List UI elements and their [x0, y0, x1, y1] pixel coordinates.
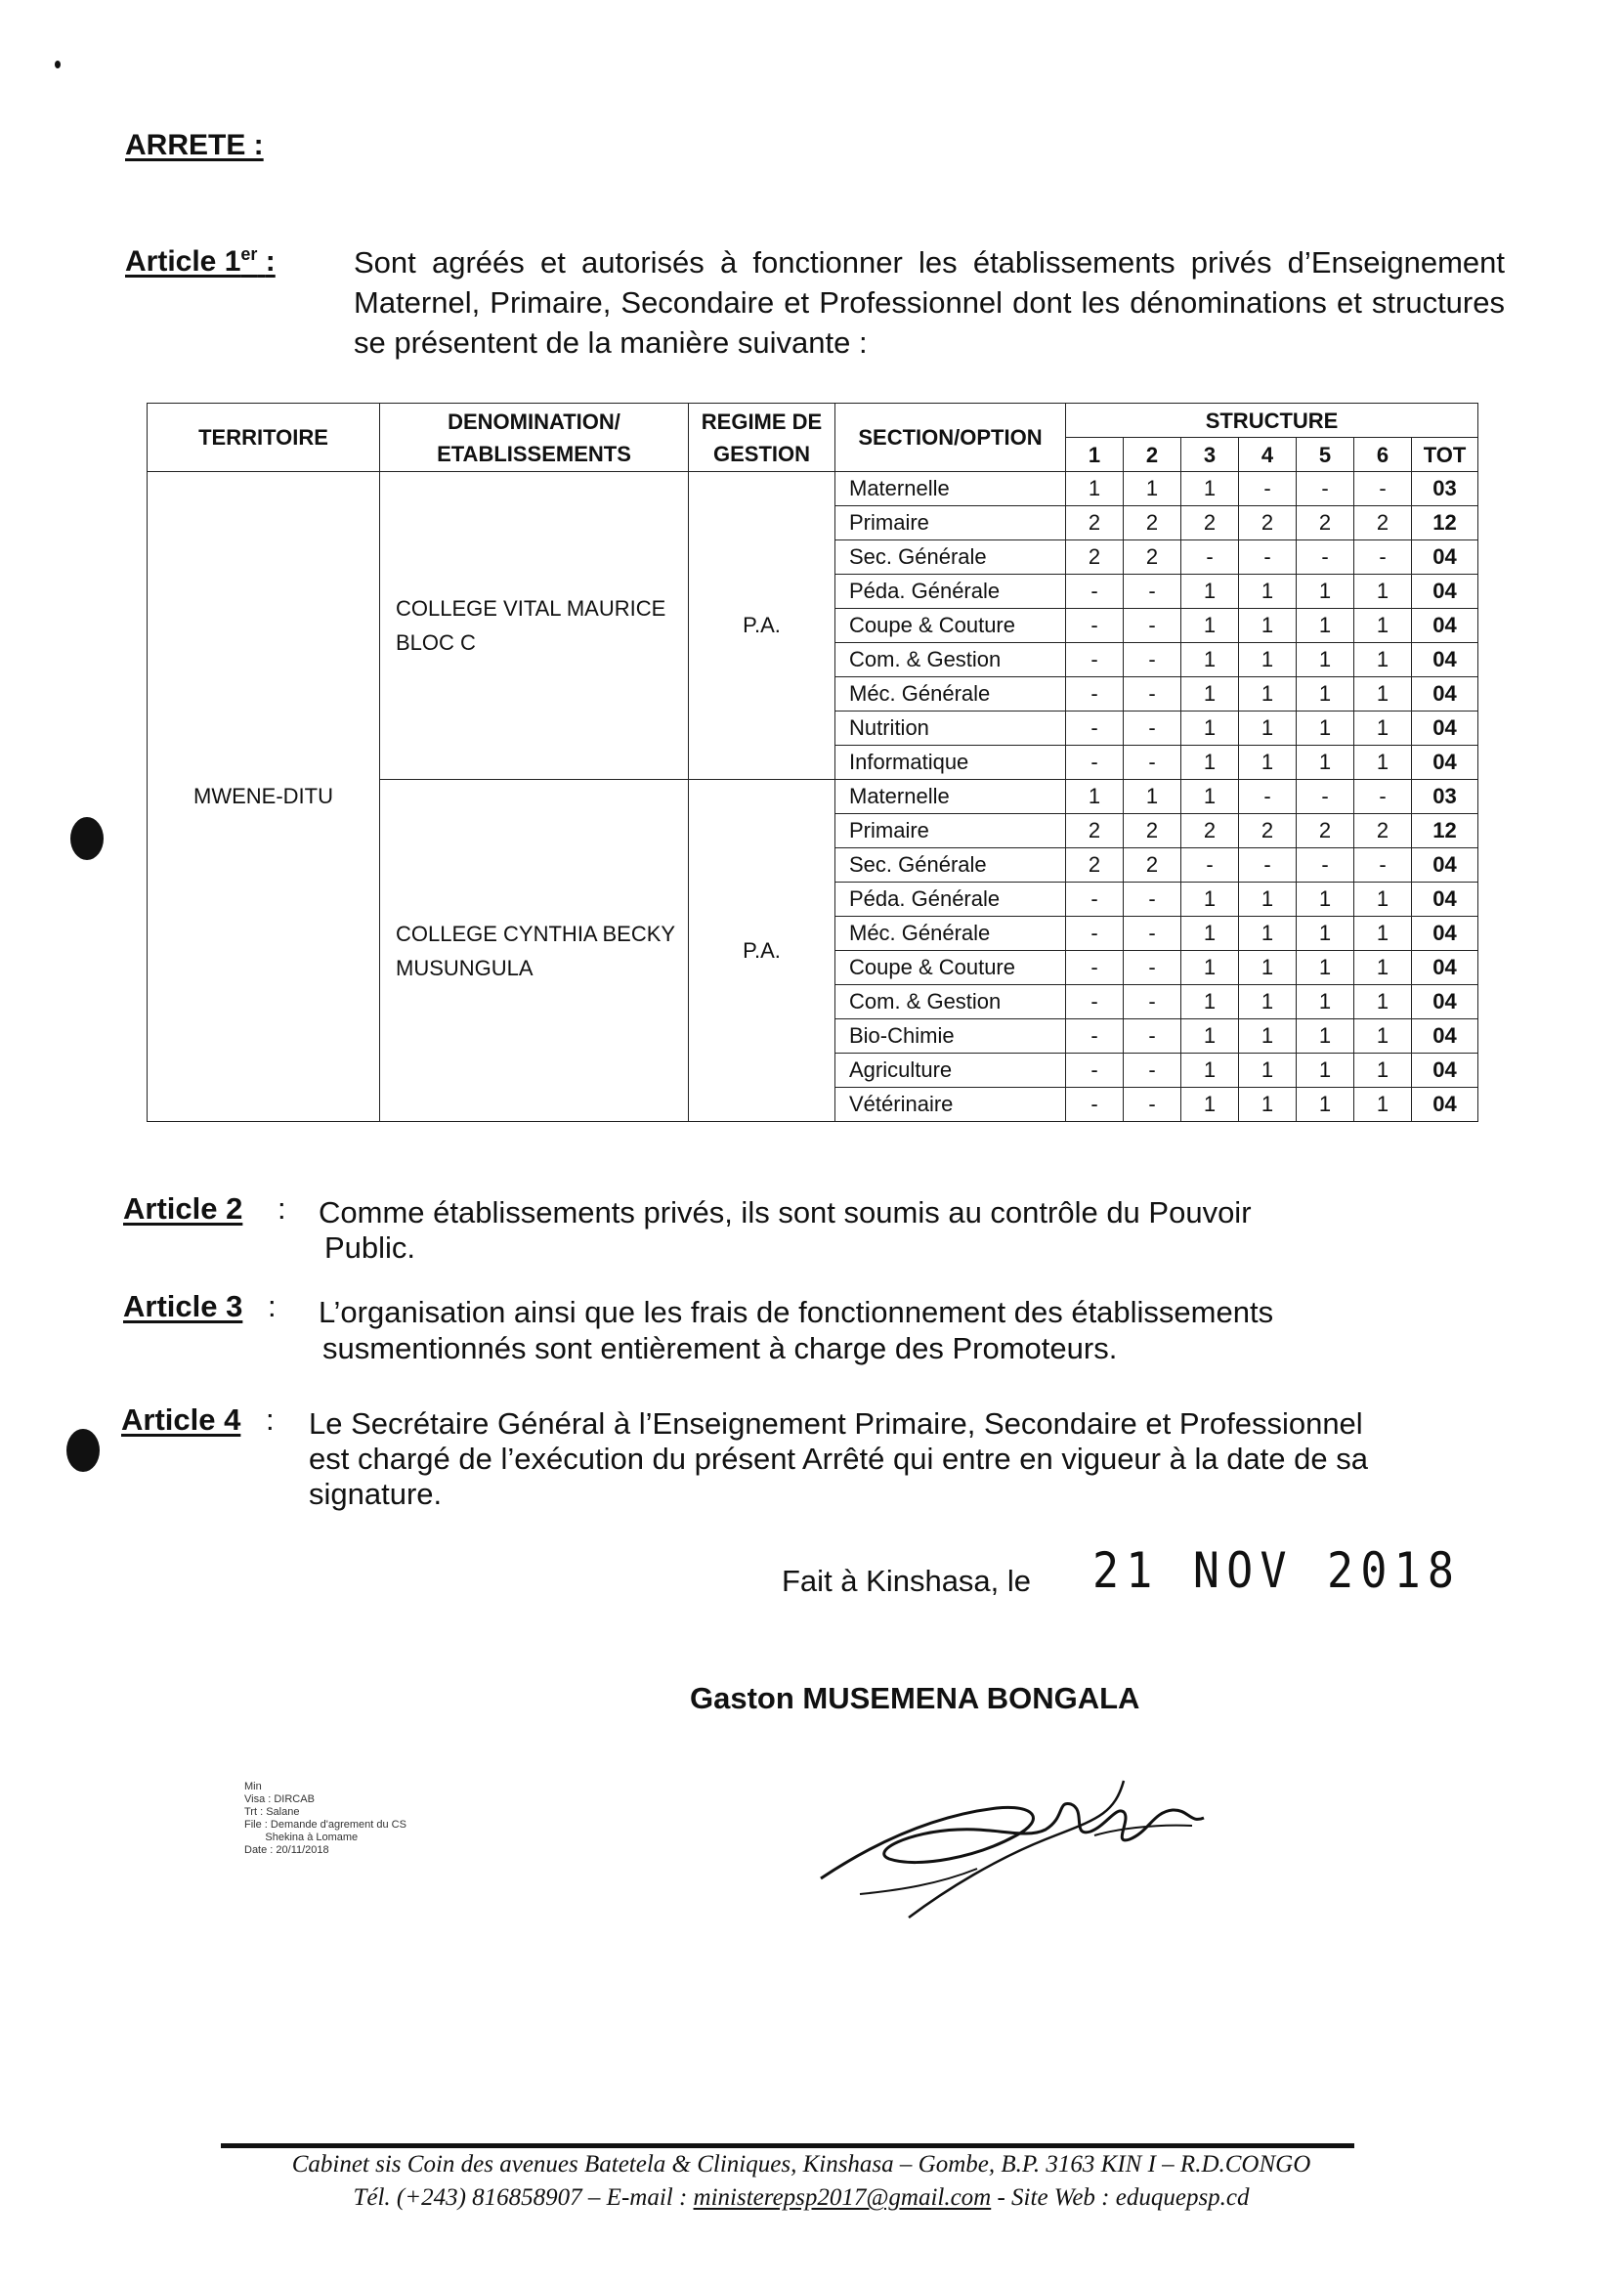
structure-cell: -: [1124, 1054, 1181, 1088]
structure-cell: 1: [1354, 1019, 1412, 1054]
structure-cell: 2: [1239, 506, 1297, 540]
structure-cell: -: [1124, 883, 1181, 917]
structure-cell: 2: [1297, 814, 1354, 848]
header-structure: STRUCTURE: [1066, 404, 1478, 438]
structure-cell: 2: [1124, 540, 1181, 575]
scan-mark: [55, 61, 61, 68]
structure-table: [147, 403, 1478, 1122]
structure-cell: -: [1124, 746, 1181, 780]
structure-cell: 1: [1354, 643, 1412, 677]
total-cell: 12: [1412, 506, 1478, 540]
header-col-1: 1: [1066, 438, 1124, 472]
structure-cell: -: [1066, 575, 1124, 609]
header-col-tot: TOT: [1412, 438, 1478, 472]
structure-cell: 2: [1181, 506, 1239, 540]
structure-cell: -: [1181, 848, 1239, 883]
structure-cell: 1: [1239, 1019, 1297, 1054]
structure-cell: 1: [1239, 1054, 1297, 1088]
header-denomination: DENOMINATION/ ETABLISSEMENTS: [380, 404, 689, 472]
section-cell: Bio-Chimie: [835, 1019, 1066, 1054]
footer-email-link[interactable]: ministerepsp2017@gmail.com: [693, 2184, 992, 2211]
structure-cell: 1: [1239, 609, 1297, 643]
structure-cell: -: [1124, 575, 1181, 609]
structure-cell: 2: [1354, 506, 1412, 540]
total-cell: 04: [1412, 540, 1478, 575]
structure-cell: 1: [1354, 609, 1412, 643]
section-cell: Nutrition: [835, 712, 1066, 746]
structure-cell: -: [1124, 1088, 1181, 1122]
reference-line: Date : 20/11/2018: [244, 1844, 329, 1856]
structure-cell: -: [1066, 951, 1124, 985]
structure-cell: -: [1124, 609, 1181, 643]
structure-cell: 1: [1181, 472, 1239, 506]
structure-cell: 1: [1239, 1088, 1297, 1122]
structure-cell: 2: [1354, 814, 1412, 848]
total-cell: 04: [1412, 848, 1478, 883]
structure-cell: 1: [1181, 1019, 1239, 1054]
header-col-6: 6: [1354, 438, 1412, 472]
structure-cell: 1: [1066, 780, 1124, 814]
structure-cell: -: [1354, 848, 1412, 883]
header-col-4: 4: [1239, 438, 1297, 472]
structure-cell: 1: [1297, 643, 1354, 677]
section-cell: Informatique: [835, 746, 1066, 780]
structure-cell: 2: [1124, 848, 1181, 883]
structure-cell: -: [1124, 1019, 1181, 1054]
article-2-label: Article 2: [123, 1191, 243, 1226]
signer-name: Gaston MUSEMENA BONGALA: [690, 1681, 1140, 1715]
header-col-2: 2: [1124, 438, 1181, 472]
structure-cell: 1: [1297, 1054, 1354, 1088]
structure-cell: 1: [1181, 985, 1239, 1019]
article-4-line-3: signature.: [309, 1477, 443, 1511]
structure-cell: -: [1354, 540, 1412, 575]
structure-cell: 1: [1124, 780, 1181, 814]
article-2-line-1: Comme établissements privés, ils sont soumis au contrôle du Pouvoir: [319, 1195, 1252, 1229]
total-cell: 04: [1412, 643, 1478, 677]
structure-cell: -: [1297, 848, 1354, 883]
structure-cell: 1: [1239, 746, 1297, 780]
structure-cell: -: [1181, 540, 1239, 575]
total-cell: 04: [1412, 1019, 1478, 1054]
reference-line: Shekina à Lomame: [244, 1832, 359, 1843]
structure-cell: 1: [1181, 951, 1239, 985]
structure-cell: -: [1354, 472, 1412, 506]
structure-cell: 1: [1239, 575, 1297, 609]
footer-contact: Tél. (+243) 816858907 – E-mail : ministerepsp2017@gmail.com - Site Web : eduquepsp.cd: [353, 2184, 1250, 2211]
punch-hole-mark: [70, 817, 104, 860]
structure-cell: -: [1066, 746, 1124, 780]
article-1-text: Sont agréés et autorisés à fonctionner les établissements privés d’Enseignement Maternel, Primaire, Secondaire et Professionnel dont les dénominations et structures se présentent de la manière suivante :: [354, 245, 1505, 360]
structure-cell: 2: [1297, 506, 1354, 540]
total-cell: 04: [1412, 951, 1478, 985]
section-cell: Com. & Gestion: [835, 985, 1066, 1019]
article-3-line-2: susmentionnés sont entièrement à charge des Promoteurs.: [322, 1331, 1118, 1365]
structure-cell: -: [1066, 1019, 1124, 1054]
structure-cell: 1: [1239, 712, 1297, 746]
header-col-5: 5: [1297, 438, 1354, 472]
total-cell: 04: [1412, 746, 1478, 780]
section-cell: Agriculture: [835, 1054, 1066, 1088]
punch-hole-mark: [66, 1429, 100, 1472]
structure-cell: -: [1066, 883, 1124, 917]
structure-cell: 1: [1181, 917, 1239, 951]
section-cell: Maternelle: [835, 780, 1066, 814]
structure-cell: 1: [1297, 609, 1354, 643]
structure-cell: 2: [1124, 814, 1181, 848]
structure-cell: -: [1239, 472, 1297, 506]
header-section: SECTION/OPTION: [835, 404, 1066, 472]
structure-cell: 1: [1354, 917, 1412, 951]
section-cell: Sec. Générale: [835, 540, 1066, 575]
section-cell: Primaire: [835, 814, 1066, 848]
place-of-signature: Fait à Kinshasa, le: [782, 1564, 1032, 1598]
structure-cell: 1: [1354, 575, 1412, 609]
structure-cell: 1: [1354, 985, 1412, 1019]
section-cell: Coupe & Couture: [835, 951, 1066, 985]
article-4-line-2: est chargé de l’exécution du présent Arrêté qui entre en vigueur à la date de sa: [309, 1442, 1368, 1476]
article-3: [123, 1288, 1491, 1366]
structure-cell: -: [1124, 951, 1181, 985]
article-4-colon: :: [266, 1402, 275, 1437]
structure-cell: 2: [1181, 814, 1239, 848]
structure-cell: 1: [1297, 883, 1354, 917]
article-3-line-1: L’organisation ainsi que les frais de fonctionnement des établissements: [319, 1295, 1274, 1329]
structure-cell: 1: [1181, 780, 1239, 814]
structure-cell: 1: [1181, 677, 1239, 712]
article-3-label: Article 3: [123, 1289, 243, 1323]
structure-cell: 1: [1181, 746, 1239, 780]
section-cell: Coupe & Couture: [835, 609, 1066, 643]
section-cell: Péda. Générale: [835, 883, 1066, 917]
structure-cell: -: [1124, 712, 1181, 746]
structure-cell: 2: [1124, 506, 1181, 540]
header-regime: REGIME DE GESTION: [689, 404, 835, 472]
structure-cell: -: [1066, 712, 1124, 746]
structure-cell: 1: [1297, 951, 1354, 985]
structure-cell: 1: [1181, 1054, 1239, 1088]
header-territoire: TERRITOIRE: [148, 404, 380, 472]
structure-cell: 2: [1066, 506, 1124, 540]
total-cell: 04: [1412, 1088, 1478, 1122]
total-cell: 12: [1412, 814, 1478, 848]
school-name-cell: COLLEGE VITAL MAURICE BLOC C: [380, 472, 689, 780]
structure-cell: -: [1124, 677, 1181, 712]
structure-cell: 2: [1066, 848, 1124, 883]
structure-cell: -: [1239, 848, 1297, 883]
structure-cell: 1: [1239, 917, 1297, 951]
territoire-cell: MWENE-DITU: [148, 472, 380, 1122]
reference-line: Min: [244, 1781, 262, 1792]
structure-cell: 1: [1239, 677, 1297, 712]
structure-cell: 1: [1354, 712, 1412, 746]
footer-address: Cabinet sis Coin des avenues Batetela & Cliniques, Kinshasa – Gombe, B.P. 3163 KIN I – R.D.CONGO: [291, 2151, 1311, 2178]
structure-cell: 1: [1354, 677, 1412, 712]
structure-cell: 1: [1239, 951, 1297, 985]
article-2-colon: :: [278, 1191, 286, 1226]
article-2-line-2: Public.: [324, 1230, 416, 1265]
structure-cell: -: [1066, 643, 1124, 677]
regime-cell: P.A.: [689, 472, 835, 780]
structure-cell: 1: [1181, 1088, 1239, 1122]
structure-cell: 1: [1124, 472, 1181, 506]
structure-cell: -: [1297, 472, 1354, 506]
structure-cell: -: [1066, 917, 1124, 951]
structure-cell: -: [1066, 1054, 1124, 1088]
total-cell: 03: [1412, 472, 1478, 506]
handwritten-signature: [801, 1722, 1270, 1957]
structure-cell: -: [1066, 1088, 1124, 1122]
section-cell: Com. & Gestion: [835, 643, 1066, 677]
table-header: [148, 404, 1478, 472]
structure-cell: 1: [1354, 1054, 1412, 1088]
section-cell: Sec. Générale: [835, 848, 1066, 883]
structure-cell: 2: [1066, 540, 1124, 575]
structure-cell: 1: [1297, 746, 1354, 780]
structure-cell: -: [1066, 985, 1124, 1019]
section-cell: Méc. Générale: [835, 917, 1066, 951]
reference-block: [244, 1781, 406, 1857]
total-cell: 04: [1412, 677, 1478, 712]
total-cell: 04: [1412, 609, 1478, 643]
structure-cell: 1: [1354, 951, 1412, 985]
structure-cell: 1: [1181, 883, 1239, 917]
structure-cell: 1: [1354, 883, 1412, 917]
structure-cell: -: [1297, 780, 1354, 814]
total-cell: 03: [1412, 780, 1478, 814]
section-cell: Primaire: [835, 506, 1066, 540]
structure-cell: 1: [1297, 1088, 1354, 1122]
structure-cell: 1: [1066, 472, 1124, 506]
structure-cell: 1: [1239, 643, 1297, 677]
structure-cell: -: [1239, 540, 1297, 575]
document-heading: ARRETE :: [125, 129, 264, 161]
structure-cell: -: [1066, 609, 1124, 643]
structure-cell: 1: [1239, 985, 1297, 1019]
total-cell: 04: [1412, 917, 1478, 951]
article-4-label: Article 4: [121, 1402, 241, 1437]
structure-cell: 1: [1297, 1019, 1354, 1054]
section-cell: Péda. Générale: [835, 575, 1066, 609]
section-cell: Vétérinaire: [835, 1088, 1066, 1122]
structure-cell: 1: [1297, 575, 1354, 609]
structure-cell: 1: [1181, 643, 1239, 677]
structure-cell: -: [1124, 985, 1181, 1019]
article-4: [121, 1402, 1509, 1519]
total-cell: 04: [1412, 883, 1478, 917]
structure-cell: -: [1124, 643, 1181, 677]
table-row: [148, 472, 1478, 506]
structure-cell: 1: [1297, 712, 1354, 746]
reference-line: Visa : DIRCAB: [244, 1793, 315, 1805]
table-body: [148, 472, 1478, 1122]
structure-cell: 1: [1297, 677, 1354, 712]
structure-cell: 1: [1297, 917, 1354, 951]
total-cell: 04: [1412, 1054, 1478, 1088]
article-3-colon: :: [268, 1289, 277, 1323]
section-cell: Méc. Générale: [835, 677, 1066, 712]
structure-cell: -: [1239, 780, 1297, 814]
structure-cell: 2: [1239, 814, 1297, 848]
article-4-line-1: Le Secrétaire Général à l’Enseignement Primaire, Secondaire et Professionnel: [309, 1406, 1363, 1441]
footer: [195, 2148, 1407, 2215]
structure-cell: 2: [1066, 814, 1124, 848]
structure-cell: 1: [1181, 609, 1239, 643]
school-name-cell: COLLEGE CYNTHIA BECKY MUSUNGULA: [380, 780, 689, 1122]
structure-cell: 1: [1181, 712, 1239, 746]
structure-cell: -: [1124, 917, 1181, 951]
section-cell: Maternelle: [835, 472, 1066, 506]
structure-cell: 1: [1239, 883, 1297, 917]
total-cell: 04: [1412, 712, 1478, 746]
structure-cell: 1: [1181, 575, 1239, 609]
reference-line: Trt : Salane: [244, 1806, 300, 1818]
structure-cell: 1: [1354, 1088, 1412, 1122]
total-cell: 04: [1412, 575, 1478, 609]
date-stamp: 21 NOV 2018: [1092, 1542, 1462, 1599]
article-1-label: Article 1er :: [125, 244, 276, 278]
structure-cell: 1: [1354, 746, 1412, 780]
structure-cell: -: [1066, 677, 1124, 712]
total-cell: 04: [1412, 985, 1478, 1019]
structure-cell: -: [1354, 780, 1412, 814]
structure-cell: -: [1297, 540, 1354, 575]
header-col-3: 3: [1181, 438, 1239, 472]
article-2: [123, 1190, 1491, 1269]
structure-cell: 1: [1297, 985, 1354, 1019]
regime-cell: P.A.: [689, 780, 835, 1122]
reference-line: File : Demande d'agrement du CS: [244, 1819, 406, 1831]
